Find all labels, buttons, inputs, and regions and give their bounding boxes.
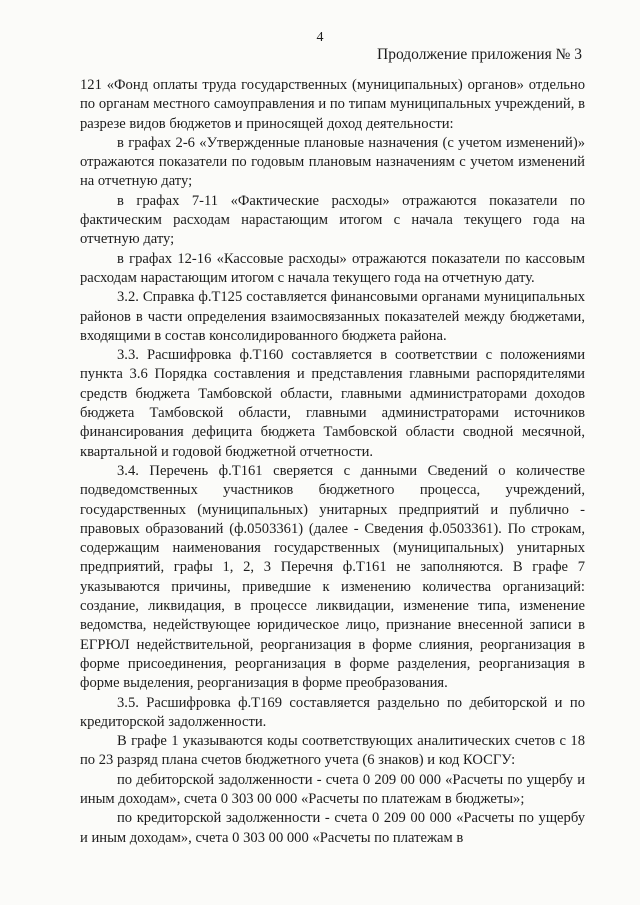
paragraph-graphs-2-6: в графах 2-6 «Утвержденные плановые назначения (с учетом изменений)» отражаются показатели по годовым плановым назначениям с учетом изменений на отчетную дату; [80, 134, 585, 190]
paragraph-section-3-2: 3.2. Справка ф.Т125 составляется финансовыми органами муниципальных районов в части определения взаимосвязанных показателей между бюджетами, входящими в состав консолидированного бюджета района. [80, 289, 585, 344]
document-body [80, 76, 585, 848]
paragraph-graphs-7-11: в графах 7-11 «Фактические расходы» отражаются показатели по фактическим расходам нарастающим итогом с начала текущего года на отчетную дату; [80, 192, 585, 248]
paragraph-intro: 121 «Фонд оплаты труда государственных (муниципальных) органов» отдельно по органам местного самоуправления и по типам муниципальных учреждений, в разрезе видов бюджетов и приносящей доход деятельности: [80, 77, 585, 132]
paragraph-credit: по кредиторской задолженности - счета 0 209 00 000 «Расчеты по ущербу и иным доходам», счета 0 303 00 000 «Расчеты по платежам в [80, 810, 585, 846]
paragraph-section-3-3: 3.3. Расшифровка ф.Т160 составляется в соответствии с положениями пункта 3.6 Порядка составления и представления главными распорядителями средств бюджета Тамбовской области, главными администраторами доходов бюджета Тамбовской области, главными администраторами источников финансирования дефицита бюджета Тамбовской области сводной месячной, квартальной и годовой бюджетной отчетности. [80, 347, 585, 460]
page-number: 4 [316, 30, 324, 45]
paragraph-graphs-12-16: в графах 12-16 «Кассовые расходы» отражаются показатели по кассовым расходам нарастающим итогом с начала текущего года на отчетную дату. [80, 250, 585, 286]
paragraph-graph-1: В графе 1 указываются коды соответствующих аналитических счетов с 18 по 23 разряд плана счетов бюджетного учета (6 знаков) и код КОСГУ: [80, 733, 585, 769]
paragraph-debit: по дебиторской задолженности - счета 0 209 00 000 «Расчеты по ущербу и иным доходам», счета 0 303 00 000 «Расчеты по платежам в бюджеты»; [80, 771, 585, 807]
paragraph-section-3-5: 3.5. Расшифровка ф.Т169 составляется раздельно по дебиторской и по кредиторской задолженности. [80, 694, 585, 730]
continuation-header: Продолжение приложения № 3 [377, 46, 582, 63]
paragraph-section-3-4: 3.4. Перечень ф.Т161 сверяется с данными Сведений о количестве подведомственных участников бюджетного процесса, учреждений, государственных (муниципальных) унитарных предприятий и публично - правовых образований (ф.0503361) (далее - Сведения ф.0503361). По строкам, содержащим наименования государственных (муниципальных) унитарных предприятий, графы 1, 2, 3 Перечня ф.Т161 не заполняются. В графе 7 указываются причины, приведшие к изменению количества организаций: создание, ликвидация, в процессе ликвидации, изменение типа, изменение ведомства, недействующее юридическое лицо, признание внесенной записи в ЕГРЮЛ недействительной, реорганизация в форме слияния, реорганизация в форме присоединения, реорганизация в форме разделения, реорганизация в форме выделения, реорганизация в форме преобразования. [80, 462, 585, 692]
